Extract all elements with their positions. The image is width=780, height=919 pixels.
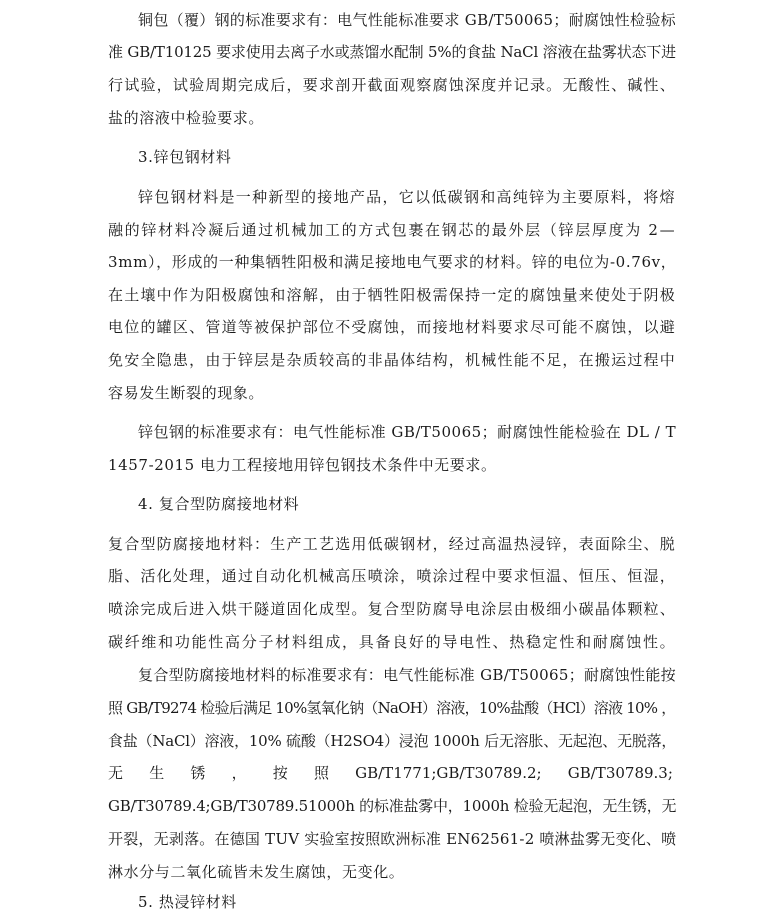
p4-line-1: 复合型防腐接地材料：生产工艺选用低碳钢材，经过高温热浸锌，表面除尘、脱 [108,535,677,553]
p5-line-1: 复合型防腐接地材料的标准要求有：电气性能标准 GB/T50065；耐腐蚀性能按 [138,666,676,684]
p2-line-4: 在土壤中作为阳极腐蚀和溶解，由于牺牲阳极需保持一定的腐蚀量来使处于阴极 [108,286,677,304]
p1-line-2: 准 GB/T10125 要求使用去离子水或蒸馏水配制 5%的食盐 NaCl 溶液在盐雾状态下进 [108,43,676,61]
p5-line-7: 淋水分与二氧化硫皆未发生腐蚀，无变化。 [108,863,405,881]
p1-line-3: 行试验，试验周期完成后，要求剖开截面观察腐蚀深度并记录。无酸性、碱性、 [108,76,677,94]
p5-word: ， [231,764,247,782]
p5-line-2: 照 GB/T9274 检验后满足 10%氢氧化钠（NaOH）溶液，10%盐酸（HCl）溶液 10% ， [108,699,676,717]
p2-line-1: 锌包钢材料是一种新型的接地产品，它以低碳钢和高纯锌为主要原料，将熔 [138,188,676,206]
p1-line-1: 铜包（覆）钢的标准要求有：电气性能标准要求 GB/T50065；耐腐蚀性检验标 [138,11,676,29]
p5-word: 锈 [190,764,206,782]
p5-line-4 [108,763,673,783]
p2-line-2: 融的锌材料冷凝后通过机械加工的方式包裹在钢芯的最外层（锌层厚度为 2— [108,221,677,239]
p4-line-4: 碳纤维和功能性高分子材料组成，具备良好的导电性、热稳定性和耐腐蚀性。 [108,633,677,651]
p2-line-6: 免安全隐患，由于锌层是杂质较高的非晶体结构，机械性能不足，在搬运过程中 [108,351,677,369]
p5-word: 无 [108,764,124,782]
heading-5: 5. 热浸锌材料 [138,893,237,911]
p2-line-5: 电位的罐区、管道等被保护部位不受腐蚀，而接地材料要求尽可能不腐蚀，以避 [108,318,677,336]
heading-4: 4. 复合型防腐接地材料 [138,495,300,513]
p5-line-3: 食盐（NaCl）溶液，10% 硫酸（H2SO4）浸泡 1000h 后无溶胀、无起泡、无脱落， [108,732,677,750]
p5-line-6: 开裂，无剥落。在德国 TUV 实验室按照欧洲标准 EN62561-2 喷淋盐雾无变化、喷 [108,830,677,848]
p5-word: 按 [272,764,288,782]
heading-3: 3.锌包钢材料 [138,148,232,166]
p5-word: GB/T30789.3; [567,764,673,782]
p4-line-2: 脂、活化处理，通过自动化机械高压喷涂，喷涂过程中要求恒温、恒压、恒湿， [108,567,677,585]
p3-line-1: 锌包钢的标准要求有：电气性能标准 GB/T50065；耐腐蚀性能检验在 DL / T [138,423,677,441]
p1-line-4: 盐的溶液中检验要求。 [108,109,265,127]
p5-word: 照 [313,764,329,782]
p2-line-7: 容易发生断裂的现象。 [108,384,265,402]
p4-line-3: 喷涂完成后进入烘干隧道固化成型。复合型防腐导电涂层由极细小碳晶体颗粒、 [108,600,677,618]
p5-word: GB/T1771;GB/T30789.2; [355,764,542,782]
p2-line-3: 3mm），形成的一种集牺牲阳极和满足接地电气要求的材料。锌的电位为-0.76v， [108,253,677,271]
p5-word: 生 [149,764,165,782]
p3-line-2: 1457-2015 电力工程接地用锌包钢技术条件中无要求。 [108,456,497,474]
p5-line-5: GB/T30789.4;GB/T30789.51000h 的标准盐雾中，1000h 检验无起泡，无生锈，无 [108,797,677,815]
